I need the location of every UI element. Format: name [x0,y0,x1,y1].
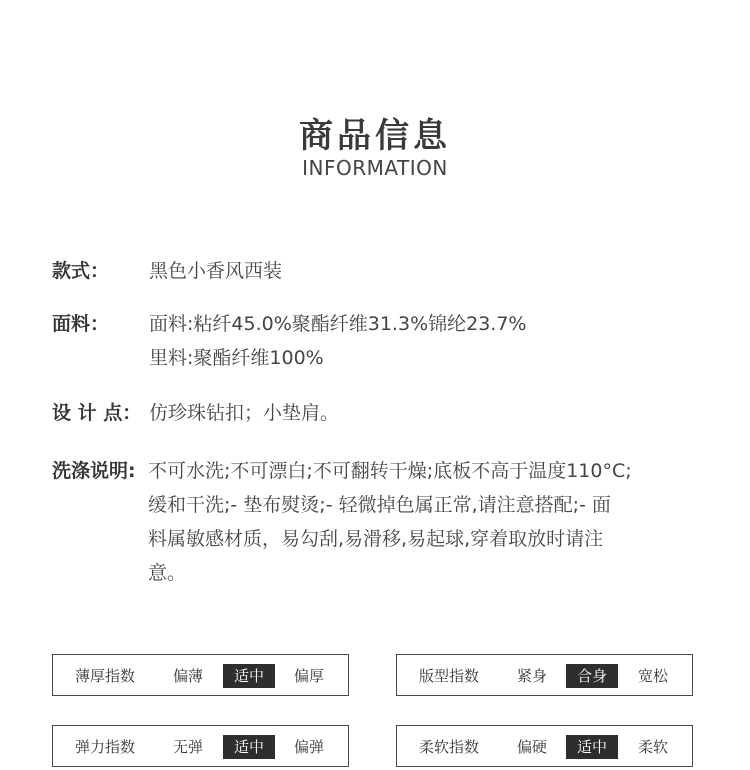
design-value: 仿珍珠钻扣；小垫肩。 [149,402,340,424]
index-box-thickness [52,654,349,696]
care-line-3: 料属敏感材质，易勾刮,易滑移,易起球,穿着取放时请注 [148,528,604,550]
fabric-label: 面料： [52,313,110,335]
fabric-line-1: 面料:粘纤45.0%聚酯纤维31.3%锦纶23.7% [149,313,527,335]
index-option: 偏弹 [294,738,325,756]
care-label: 洗涤说明: [52,460,136,482]
index-box-fit [396,654,693,696]
index-option-selected: 适中 [566,735,618,759]
index-name: 版型指数 [419,667,480,685]
index-box-softness [396,725,693,767]
index-option-selected: 合身 [566,664,618,688]
page-title: 商品信息 [299,116,451,156]
fabric-value [149,307,709,375]
index-option: 宽松 [638,667,669,685]
care-line-1: 不可水洗;不可漂白;不可翻转干燥;底板不高于温度110°C; [148,460,632,482]
care-value [148,454,708,590]
index-option: 偏薄 [173,667,204,685]
style-value: 黑色小香风西装 [149,260,283,282]
index-box-elasticity [52,725,349,767]
index-option: 紧身 [517,667,548,685]
index-name: 弹力指数 [75,738,136,756]
fabric-line-2: 里料:聚酯纤维100% [149,347,324,369]
care-line-4: 意。 [148,562,187,584]
index-option: 无弹 [173,738,204,756]
index-option: 柔软 [638,738,669,756]
index-option: 偏硬 [517,738,548,756]
design-label: 设 计 点： [52,402,142,424]
index-name: 柔软指数 [419,738,480,756]
index-name: 薄厚指数 [75,667,136,685]
index-option-selected: 适中 [223,664,275,688]
index-option-selected: 适中 [223,735,275,759]
care-line-2: 缓和干洗;- 垫布熨烫;- 轻微掉色属正常,请注意搭配;- 面 [148,494,611,516]
style-label: 款式： [52,260,110,282]
index-option: 偏厚 [294,667,325,685]
page-subtitle: INFORMATION [302,156,448,180]
